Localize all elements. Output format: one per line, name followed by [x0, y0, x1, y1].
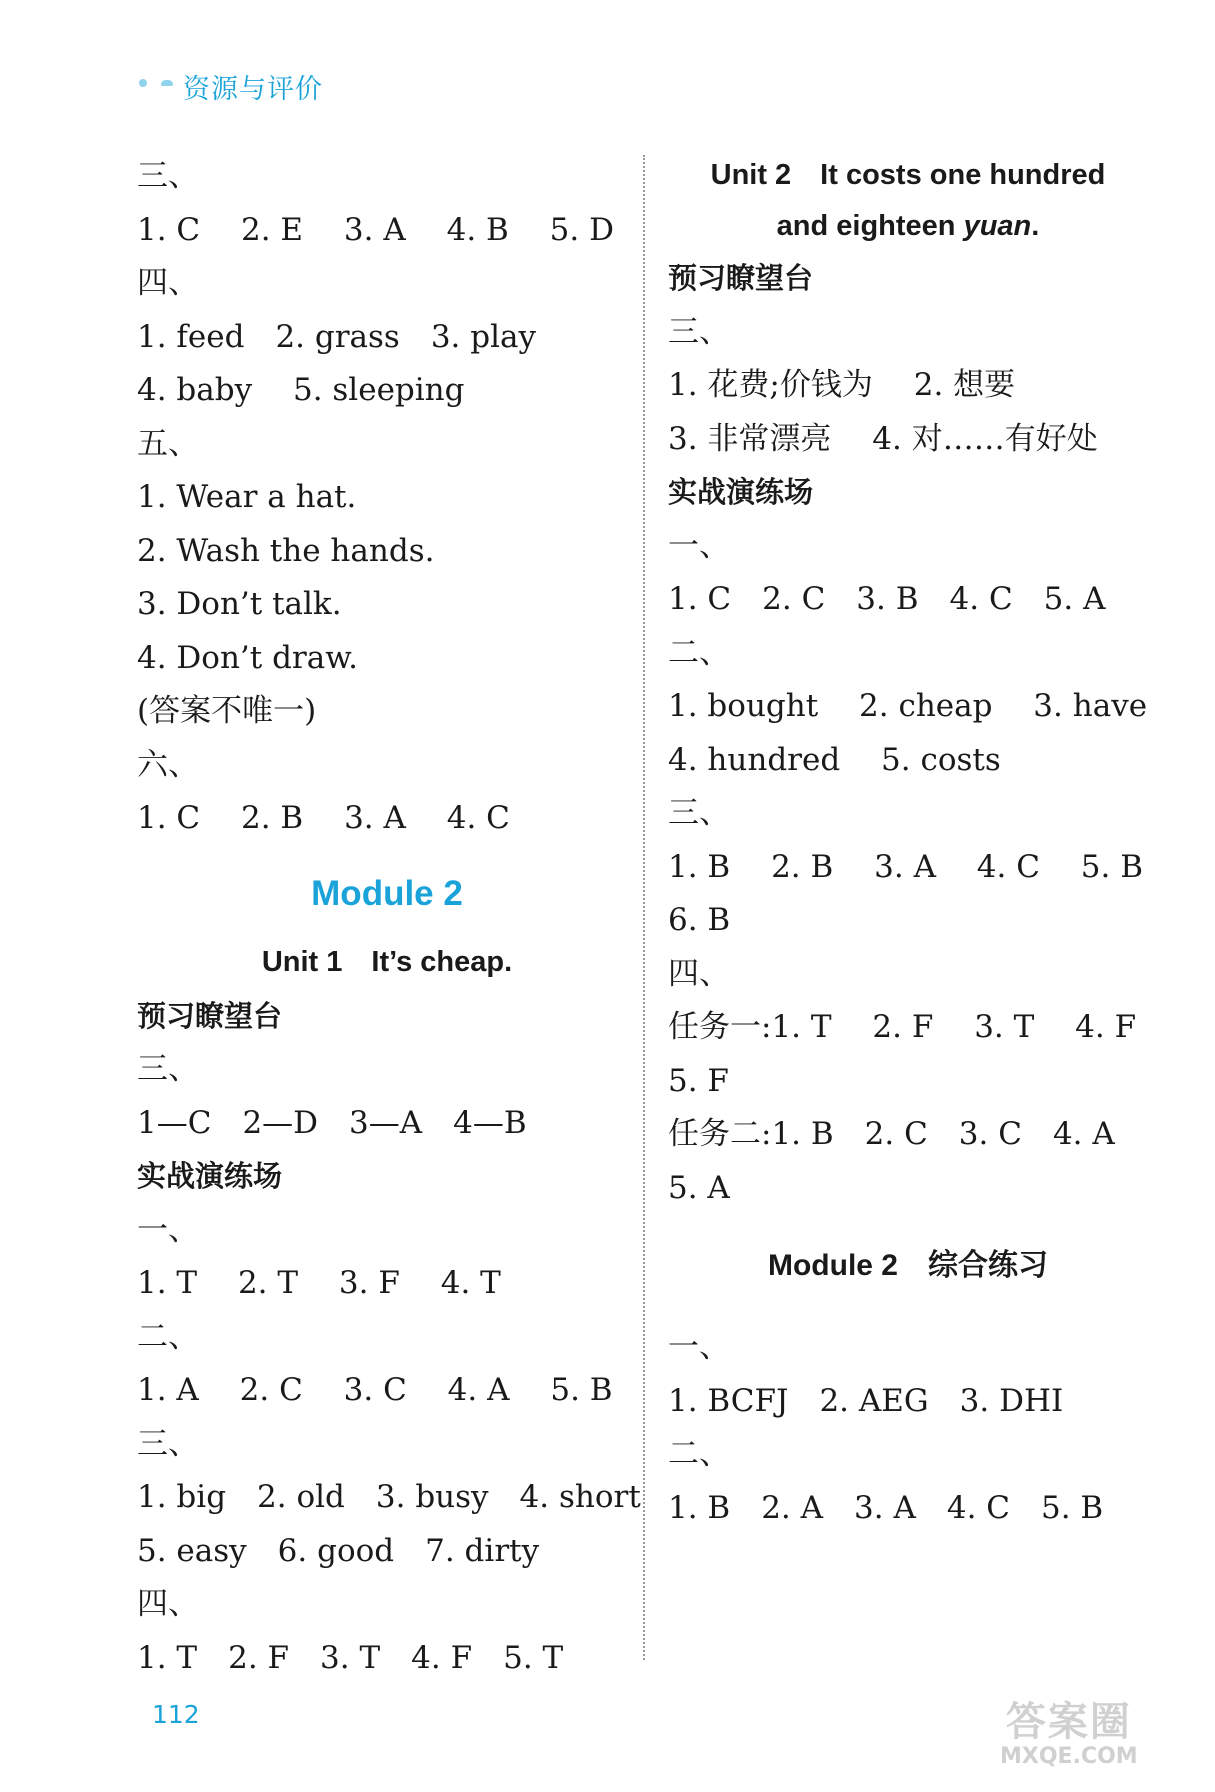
- answer-line: 1. B 2. B 3. A 4. C 5. B: [668, 848, 1144, 885]
- answer-line: 5. A: [668, 1169, 730, 1206]
- watermark-logo: [1000, 1700, 1138, 1770]
- unit-heading: Unit 1 It’s cheap.: [261, 945, 513, 978]
- section-label: 三、: [137, 1051, 199, 1087]
- section-label: 二、: [668, 1436, 730, 1472]
- answer-line: 4. Don’t draw.: [137, 639, 358, 676]
- answer-line: 1. C 2. B 3. A 4. C: [137, 800, 510, 836]
- answer-line: 1—C 2—D 3—A 4—B: [137, 1104, 527, 1141]
- section-label: 一、: [137, 1211, 199, 1248]
- section-label: 三、: [137, 1425, 199, 1462]
- answer-line: 6. B: [668, 902, 731, 938]
- section-label: 三、: [668, 795, 730, 831]
- answer-line: 1. feed 2. grass 3. play: [137, 318, 537, 355]
- module-heading: Module 2: [311, 873, 463, 913]
- answer-line: 5. easy 6. good 7. dirty: [137, 1532, 540, 1569]
- section-label: 五、: [137, 425, 199, 462]
- answer-line: 1. C 2. E 3. A 4. B 5. D: [137, 211, 614, 248]
- unit-heading-text: and eighteen: [776, 210, 964, 242]
- answer-line: 1. C 2. C 3. B 4. C 5. A: [668, 581, 1106, 617]
- unit-heading-line2: [668, 201, 1148, 252]
- answer-line: 2. Wash the hands.: [137, 532, 435, 569]
- section-label: 三、: [137, 158, 199, 194]
- section-label: 四、: [137, 265, 199, 301]
- answer-line: 1. big 2. old 3. busy 4. short: [137, 1479, 641, 1515]
- watermark-text: 答案圈: [1005, 1699, 1132, 1745]
- answer-line: 4. baby 5. sleeping: [137, 372, 465, 408]
- section-label: 四、: [137, 1586, 199, 1622]
- answer-line: 1. bought 2. cheap 3. have: [668, 688, 1148, 724]
- section-label: 六、: [137, 746, 199, 783]
- left-column: [137, 150, 641, 1685]
- section-label: 二、: [137, 1318, 199, 1355]
- unit-heading-line1: Unit 2 It costs one hundred: [710, 159, 1106, 191]
- preview-heading: 预习瞭望台: [668, 261, 814, 295]
- section-label: 四、: [668, 955, 730, 992]
- answer-line: 4. hundred 5. costs: [668, 741, 1001, 778]
- answer-line: 1. Wear a hat.: [137, 479, 357, 515]
- answer-line: 1. 花费;价钱为 2. 想要: [668, 367, 1016, 403]
- answer-line: 1. A 2. C 3. C 4. A 5. B: [137, 1372, 613, 1408]
- answer-line: 1. T 2. F 3. T 4. F 5. T: [137, 1639, 564, 1676]
- section-label: 一、: [668, 1329, 730, 1365]
- answer-line: 5. F: [668, 1062, 729, 1099]
- watermark-url: MXQE.COM: [1000, 1744, 1138, 1769]
- header-decoration-icon: [135, 71, 183, 101]
- answer-line: 1. B 2. A 3. A 4. C 5. B: [668, 1489, 1104, 1526]
- page-header: [135, 64, 323, 108]
- answer-line: 任务一:1. T 2. F 3. T 4. F: [668, 1009, 1137, 1045]
- page-number: 112: [152, 1700, 200, 1729]
- section-label: 二、: [668, 634, 730, 671]
- section-label: 一、: [668, 527, 730, 564]
- answer-line: 1. T 2. T 3. F 4. T: [137, 1265, 501, 1301]
- practice-heading: 实战演练场: [668, 475, 814, 509]
- comprehensive-heading: Module 2 综合练习: [767, 1249, 1048, 1282]
- answer-note: (答案不唯一): [137, 693, 317, 729]
- unit-heading-period: .: [1031, 210, 1040, 242]
- unit-heading: [668, 150, 1148, 252]
- header-title: 资源与评价: [183, 73, 323, 105]
- answer-line: 任务二:1. B 2. C 3. C 4. A: [668, 1116, 1115, 1152]
- answer-line: 3. 非常漂亮 4. 对……有好处: [668, 420, 1098, 457]
- right-column: [668, 150, 1148, 1535]
- practice-heading: 实战演练场: [137, 1159, 283, 1193]
- column-divider: [643, 155, 645, 1660]
- answer-line: 1. BCFJ 2. AEG 3. DHI: [668, 1382, 1064, 1419]
- section-label: 三、: [668, 313, 730, 350]
- answer-line: 3. Don’t talk.: [137, 586, 342, 622]
- preview-heading: 预习瞭望台: [137, 998, 283, 1033]
- unit-heading-italic: yuan: [963, 210, 1032, 242]
